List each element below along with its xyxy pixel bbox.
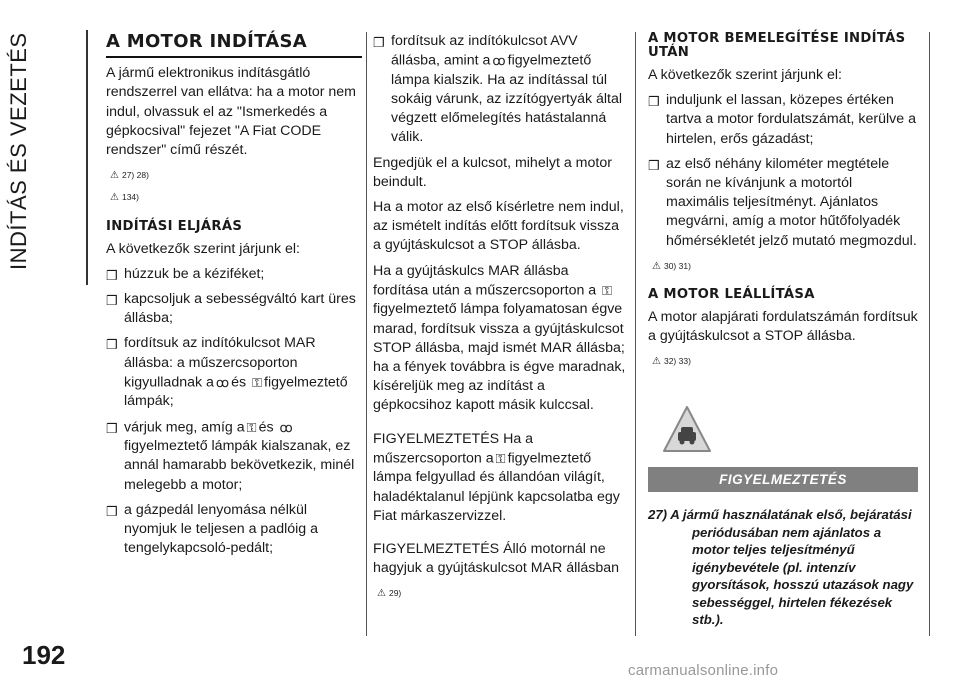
warning-triangle-icon: ⚠ <box>652 356 661 368</box>
immobilizer-car-icon: ⚿ <box>252 374 263 390</box>
paragraph: FIGYELMEZTETÉS Ha a műszercsoporton a ⚿ figyelmeztető lámpa felgyullad és állandóan világít, haladéktalanul lépjünk kapcsolatba egy Fiat márkaszervizzel. <box>373 430 620 524</box>
checkbox-bullet-icon: ❒ <box>373 35 385 50</box>
warning-title: FIGYELMEZTETÉS <box>648 467 918 492</box>
checkbox-bullet-icon: ❒ <box>648 157 660 173</box>
column-2 <box>373 32 626 607</box>
immobilizer-car-icon: ⚿ <box>495 450 506 466</box>
paragraph: FIGYELMEZTETÉS Álló motornál ne hagyjuk a gyújtáskulcsot MAR állásban <box>373 540 620 577</box>
column-divider <box>366 32 367 636</box>
checkbox-bullet-icon: ❒ <box>106 267 118 283</box>
warning-triangle-icon: ⚠ <box>110 170 119 182</box>
procedure-list <box>106 265 362 559</box>
intro-paragraph: A jármű elektronikus indításgátló rendszerrel van ellátva: ha a motor nem indul, olvassuk el az "Ismerkedés a gépkocsival" fejezet "A Fiat CODE rendszer" című részét. <box>106 65 356 159</box>
checkbox-bullet-icon: ❒ <box>106 420 118 436</box>
heading-motor-inditasa: A MOTOR INDÍTÁSA <box>106 32 362 58</box>
paragraph: A motor alapjárati fordulatszámán fordítsuk a gyújtáskulcsot a STOP állásba. <box>648 309 918 345</box>
warmup-list <box>648 91 918 251</box>
warning-triangle-icon: ⚠ <box>110 192 119 204</box>
list-item: ❒ az első néhány kilométer megtétele során ne kívánjunk a motortól maximális teljesítményt. Ajánlatos megvárni, amíg a motor hűtőfolyadék hőmérsékletét jelző mutató megmozdul. <box>648 155 917 249</box>
list-item: ❒ várjuk meg, amíg a ⚿ és ꝏfigyelmeztető lámpák kialszanak, ez annál hamarabb bekövetkezik, minél melegebb a motor; <box>106 418 355 493</box>
immobilizer-car-icon: ⚿ <box>246 419 257 435</box>
reference-29: ⚠ 29) <box>377 584 626 603</box>
lead-paragraph: A következők szerint járjunk el: <box>106 240 300 257</box>
heading-leallitas: A MOTOR LEÁLLÍTÁSA <box>648 287 815 303</box>
list-item: ❒ kapcsoljuk a sebességváltó kart üres állásba; <box>106 291 356 327</box>
list-item: ❒ a gázpedál lenyomása nélkül nyomjuk le teljesen a padlóig a tengelykapcsoló-pedált; <box>106 501 319 557</box>
warning-triangle-icon: ⚠ <box>652 260 661 272</box>
warning-text: 27) A jármű használatának első, bejáratási periódusában nem ajánlatos a motor teljes teljesítményű igénybevétele (pl. intenzív gyorsítások, hosszú utazások nagy sebességgel, hirtelen fékezések stb.). <box>648 507 914 628</box>
heading-inditasi-eljaras: INDÍTÁSI ELJÁRÁS <box>106 218 243 234</box>
checkbox-bullet-icon: ❒ <box>106 503 118 519</box>
column-divider <box>929 32 930 636</box>
reference-27-28: ⚠ 27) 28) <box>110 166 362 185</box>
immobilizer-car-icon: ⚿ <box>602 282 613 298</box>
list-item: ❒ fordítsuk az indítókulcsot MAR állásba: a műszercsoporton kigyulladnak a ꝏ és ⚿ figyelmeztető lámpák; <box>106 335 348 410</box>
column-divider <box>635 32 636 636</box>
sidebar-rule <box>86 30 88 285</box>
list-item: ❒ húzzuk be a kéziféket; <box>106 265 362 284</box>
watermark-footer: carmanualsonline.info <box>628 662 779 679</box>
paragraph: Engedjük el a kulcsot, mihelyt a motor beindult. <box>373 154 612 190</box>
lead-paragraph: A következők szerint járjunk el: <box>648 67 842 83</box>
paragraph: Ha a gyújtáskulcs MAR állásba fordítása után a műszercsoporton a ⚿figyelmeztető lámpa folyamatosan égve marad, fordítsuk vissza a gyújtáskulcsot STOP állásba, majd ismét MAR állásba; ha a fények továbbra is égve maradnak, kíséreljük meg az indítást a gépkocsihoz kapott másik kulccsal. <box>373 262 626 414</box>
glow-plug-icon: ꝏ <box>492 53 506 69</box>
sidebar <box>6 30 76 270</box>
procedure-list-continued <box>373 32 626 148</box>
checkbox-bullet-icon: ❒ <box>106 337 118 353</box>
list-item: ❒ fordítsuk az indítókulcsot AVV állásba, amint a ꝏ figyelmeztető lámpa kialszik. Ha az indítással túl sokáig várunk, az izzítógyertyák által végzett előmelegítés hatástalanná válik. <box>373 33 623 146</box>
section-title: INDÍTÁS ÉS VEZETÉS <box>6 32 31 270</box>
warning-triangle-icon: ⚠ <box>377 588 386 600</box>
reference-30-31: ⚠ 30) 31) <box>652 257 918 276</box>
glow-plug-icon: ꝏ <box>279 419 293 435</box>
checkbox-bullet-icon: ❒ <box>648 94 660 110</box>
car-warning-sign-icon <box>662 405 712 455</box>
column-1 <box>106 32 362 564</box>
checkbox-bullet-icon: ❒ <box>106 293 118 309</box>
glow-plug-icon: ꝏ <box>215 374 230 390</box>
reference-134: ⚠ 134) <box>110 188 362 207</box>
heading-bemelegites: A MOTOR BEMELEGÍTÉSE INDÍTÁS UTÁN <box>648 31 906 60</box>
column-3 <box>648 32 918 629</box>
page-number: 192 <box>22 640 66 670</box>
reference-32-33: ⚠ 32) 33) <box>652 352 918 371</box>
paragraph: Ha a motor az első kísérletre nem indul, az ismételt indítás előtt fordítsuk vissza a gyújtáskulcsot a STOP állásba. <box>373 198 624 254</box>
list-item: ❒ induljunk el lassan, közepes értéken tartva a motor fordulatszámát, kerülve a hirtelen, erős gázadást; <box>648 92 916 147</box>
